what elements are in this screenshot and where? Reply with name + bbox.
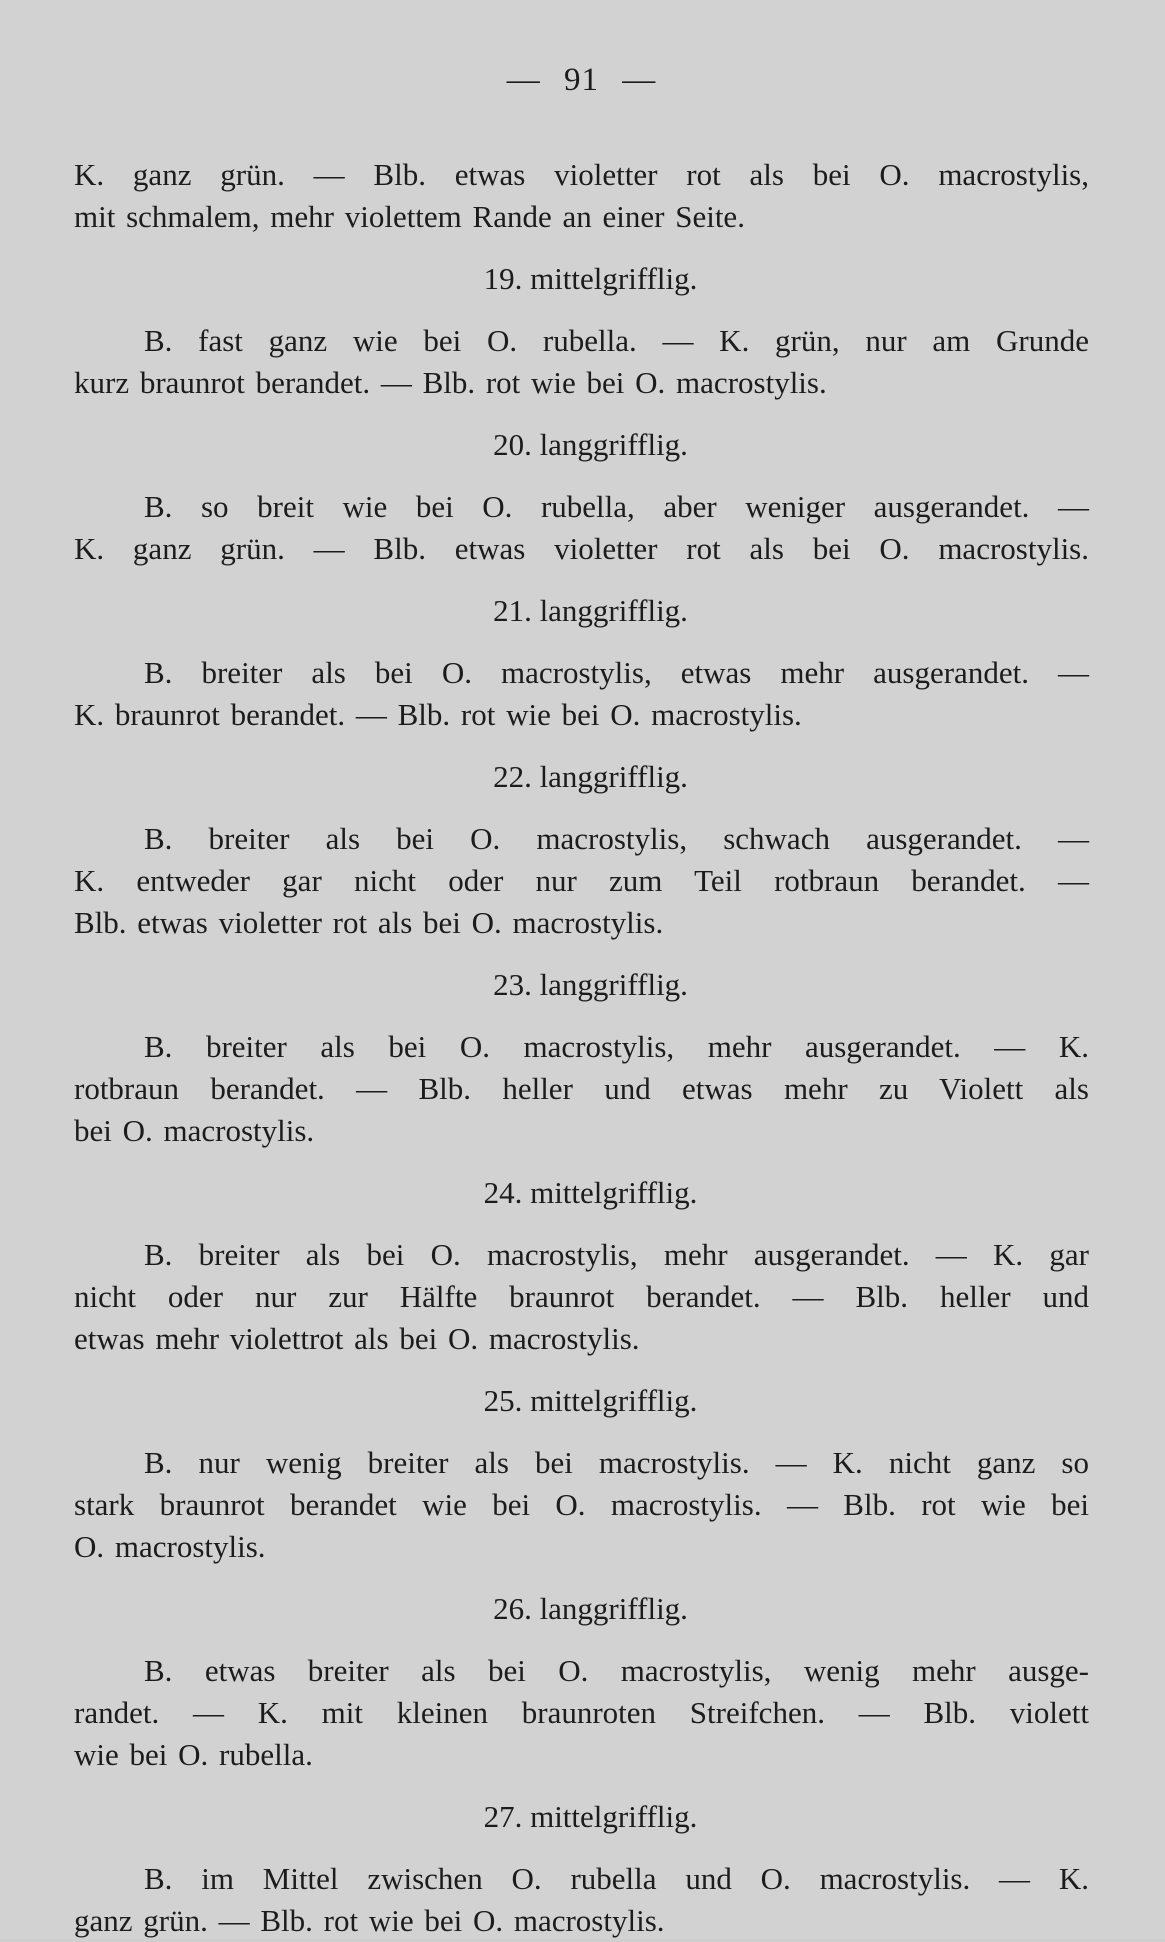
text-line: B. nur wenig breiter als bei macrostylis. — K. nicht ganz so xyxy=(144,1445,1089,1480)
text-line: B. breiter als bei O. macrostylis, schwach ausgerandet. — xyxy=(144,821,1089,856)
entry-paragraph xyxy=(74,320,1089,404)
entry-paragraph xyxy=(74,1234,1089,1360)
entry-26 xyxy=(74,1588,1089,1776)
entry-22 xyxy=(74,756,1089,944)
page-number: — 91 — xyxy=(506,62,657,98)
entry-paragraph xyxy=(74,1026,1089,1152)
text-line: bei O. macrostylis. xyxy=(74,1113,315,1148)
entry-heading: 23. langgrifflig. xyxy=(493,967,688,1002)
entry-heading: 22. langgrifflig. xyxy=(493,759,688,794)
text-line: mit schmalem, mehr violettem Rande an einer Seite. xyxy=(74,199,745,234)
text-line: B. fast ganz wie bei O. rubella. — K. grün, nur am Grunde xyxy=(144,323,1089,358)
text-line: K. entweder gar nicht oder nur zum Teil rotbraun berandet. — xyxy=(74,863,1089,898)
entry-paragraph xyxy=(74,1650,1089,1776)
text-line: nicht oder nur zur Hälfte braunrot berandet. — Blb. heller und xyxy=(74,1279,1089,1314)
entry-paragraph xyxy=(74,652,1089,736)
entry-paragraph xyxy=(74,1858,1089,1942)
text-line: B. so breit wie bei O. rubella, aber weniger ausgerandet. — xyxy=(144,489,1089,524)
text-line: K. braunrot berandet. — Blb. rot wie bei O. macrostylis. xyxy=(74,697,802,732)
text-line: B. im Mittel zwischen O. rubella und O. macrostylis. — K. xyxy=(144,1861,1089,1896)
entry-heading: 24. mittelgrifflig. xyxy=(483,1175,698,1210)
entry-24 xyxy=(74,1172,1089,1360)
entry-27 xyxy=(74,1796,1089,1942)
entry-20 xyxy=(74,424,1089,570)
text-line: kurz braunrot berandet. — Blb. rot wie bei O. macrostylis. xyxy=(74,365,827,400)
entry-heading: 20. langgrifflig. xyxy=(493,427,688,462)
text-line: K. ganz grün. — Blb. etwas violetter rot als bei O. macrostylis, xyxy=(74,157,1089,192)
entry-heading: 27. mittelgrifflig. xyxy=(483,1799,698,1834)
text-line: rotbraun berandet. — Blb. heller und etwas mehr zu Violett als xyxy=(74,1071,1089,1106)
entry-23 xyxy=(74,964,1089,1152)
text-line: B. breiter als bei O. macrostylis, etwas mehr ausgerandet. — xyxy=(144,655,1089,690)
entry-heading: 25. mittelgrifflig. xyxy=(483,1383,698,1418)
text-line: ganz grün. — Blb. rot wie bei O. macrostylis. xyxy=(74,1903,665,1938)
entry-heading: 26. langgrifflig. xyxy=(493,1591,688,1626)
text-line: randet. — K. mit kleinen braunroten Streifchen. — Blb. violett xyxy=(74,1695,1089,1730)
text-line: B. etwas breiter als bei O. macrostylis, wenig mehr ausge- xyxy=(144,1653,1089,1688)
text-line: B. breiter als bei O. macrostylis, mehr ausgerandet. — K. xyxy=(144,1029,1089,1064)
entry-heading: 19. mittelgrifflig. xyxy=(483,261,698,296)
text-line: Blb. etwas violetter rot als bei O. macrostylis. xyxy=(74,905,664,940)
entry-25 xyxy=(74,1380,1089,1568)
entry-21 xyxy=(74,590,1089,736)
text-line: stark braunrot berandet wie bei O. macrostylis. — Blb. rot wie bei xyxy=(74,1487,1089,1522)
entry-heading: 21. langgrifflig. xyxy=(493,593,688,628)
entry-paragraph xyxy=(74,1442,1089,1568)
text-line: etwas mehr violettrot als bei O. macrostylis. xyxy=(74,1321,640,1356)
entry-paragraph xyxy=(74,486,1089,570)
entry-paragraph xyxy=(74,818,1089,944)
text-line: wie bei O. rubella. xyxy=(74,1737,313,1772)
text-line: K. ganz grün. — Blb. etwas violetter rot als bei O. macrostylis. xyxy=(74,531,1089,566)
text-line: O. macrostylis. xyxy=(74,1529,266,1564)
intro-paragraph xyxy=(74,154,1089,238)
entry-19 xyxy=(74,258,1089,404)
text-line: B. breiter als bei O. macrostylis, mehr ausgerandet. — K. gar xyxy=(144,1237,1089,1272)
